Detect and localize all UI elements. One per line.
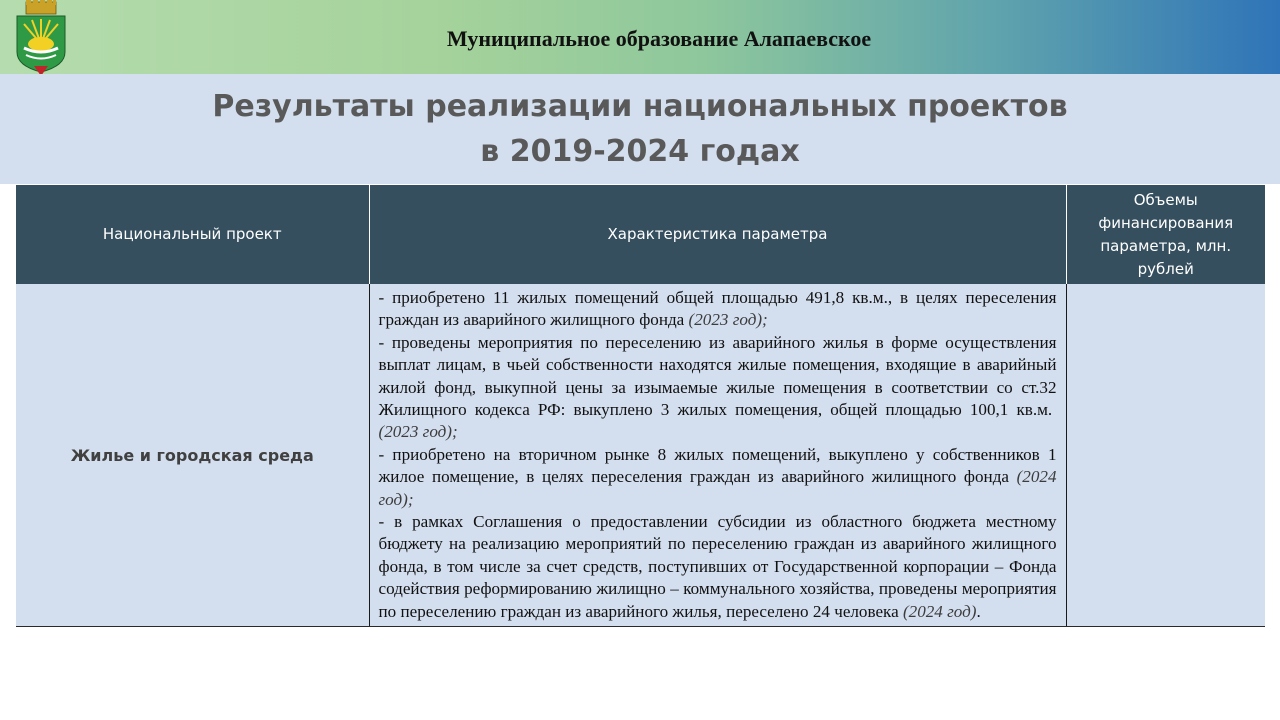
table-header-row — [16, 185, 1265, 284]
funding-cell — [1066, 284, 1265, 627]
column-header-funding — [1066, 185, 1265, 284]
column-header-characteristic: Характеристика параметра — [369, 185, 1066, 284]
slide-title-line-2: в 2019-2024 годах — [480, 134, 800, 169]
characteristic-text: - приобретено на вторичном рынке 8 жилых помещений, выкуплено у собственников 1 жилое помещение, в целях переселения граждан из аварийного жилищного фонда — [378, 444, 1057, 487]
characteristic-suffix: . — [976, 601, 981, 621]
table-row — [16, 284, 1265, 627]
characteristic-year: (2023 год); — [378, 422, 458, 442]
column-header-funding-label: Объемы финансирования параметра, млн. рублей — [1098, 190, 1234, 278]
slide-title-line-1: Результаты реализации национальных проектов — [212, 89, 1068, 124]
characteristic-year: (2024 год) — [902, 601, 977, 621]
characteristic-cell — [369, 284, 1066, 627]
municipality-title: Муниципальное образование Алапаевское — [446, 26, 872, 51]
characteristic-text: - проведены мероприятия по переселению из аварийного жилья в форме осуществления выплат лицам, в чьей собственности находятся жилые помещения, входящие в аварийный жилой фонд, выкупной цены за изымаемые жилые помещения в соответствии со ст.32 Жилищного кодекса РФ: выкуплено 3 жилых помещения, общей площадью 100,1 кв.м. — [378, 332, 1057, 420]
characteristic-year: (2023 год); — [688, 310, 768, 330]
characteristic-item — [379, 444, 1057, 511]
project-name-cell: Жилье и городская среда — [16, 284, 369, 627]
characteristic-item — [379, 332, 1057, 444]
characteristic-item — [379, 511, 1057, 623]
characteristic-item — [379, 287, 1057, 332]
characteristic-text: - в рамках Соглашения о предоставлении субсидии из областного бюджета местному бюджету на реализацию мероприятий по переселению граждан из аварийного жилищного фонда, в том числе за счет средств, поступивших от Государственной корпорации – Фонда содействия реформированию жилищно – коммунального хозяйства, проведены мероприятия по переселению граждан из аварийного жилья, переселено 24 человека — [378, 512, 1057, 621]
column-header-project: Национальный проект — [16, 185, 369, 284]
projects-table — [16, 185, 1265, 627]
characteristic-year: (2024 год); — [378, 467, 1057, 509]
characteristic-text: - приобретено 11 жилых помещений общей площадью 491,8 кв.м., в целях переселения граждан из аварийного жилищного фонда — [378, 288, 1057, 330]
